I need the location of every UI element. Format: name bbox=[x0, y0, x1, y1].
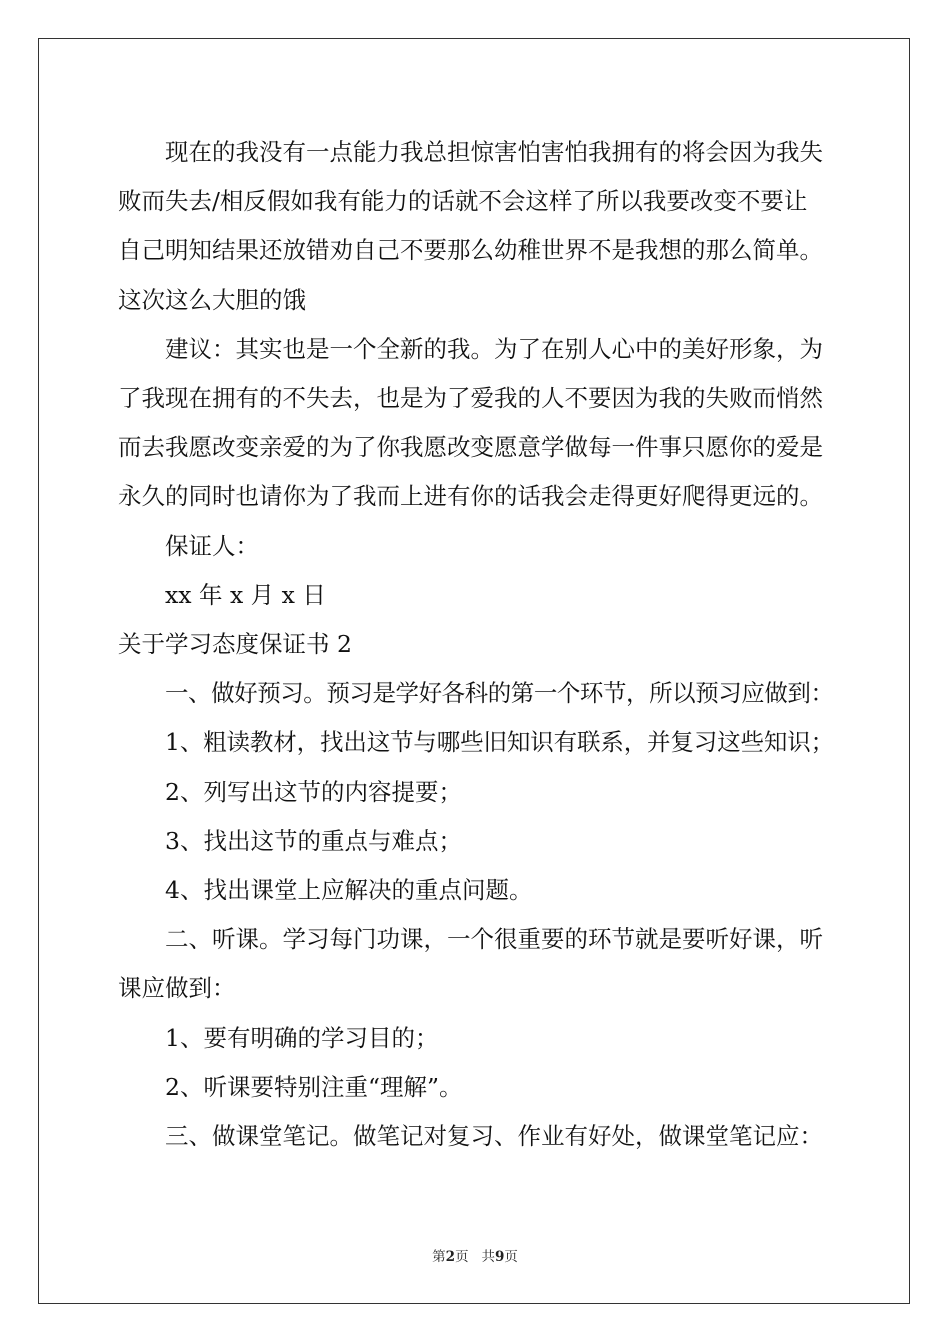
paragraph bbox=[118, 325, 834, 522]
paragraph bbox=[118, 718, 834, 767]
page-total-prefix: 共 bbox=[481, 1249, 495, 1265]
paragraph bbox=[118, 522, 834, 571]
text-line: 2、听课要特别注重“理解”。 bbox=[165, 1072, 463, 1101]
text-line: 现在的我没有一点能力我总担惊害怕害怕我拥有的将会因为我失 bbox=[165, 138, 823, 166]
paragraph bbox=[118, 571, 834, 620]
paragraph bbox=[118, 1063, 834, 1112]
text-line: 课应做到： bbox=[118, 974, 236, 1003]
text-line: 败而失去/相反假如我有能力的话就不会这样了所以我要改变不要让 bbox=[118, 187, 808, 216]
text-line: 三、做课堂笔记。做笔记对复习、作业有好处，做课堂笔记应： bbox=[165, 1122, 823, 1151]
paragraph bbox=[118, 1112, 834, 1161]
text-line: xx 年 x 月 x 日 bbox=[165, 580, 326, 609]
text-line: 永久的同时也请你为了我而上进有你的话我会走得更好爬得更远的。 bbox=[118, 482, 823, 511]
page-number-current: 2 bbox=[445, 1249, 456, 1265]
page-total-suffix: 页 bbox=[504, 1249, 518, 1265]
text-line: 3、找出这节的重点与难点； bbox=[165, 826, 462, 855]
text-line: 而去我愿改变亲爱的为了你我愿改变愿意学做每一件事只愿你的爱是 bbox=[118, 433, 823, 462]
text-line: 4、找出课堂上应解决的重点问题。 bbox=[165, 876, 533, 905]
page-number-prefix: 第 bbox=[432, 1249, 446, 1265]
document-body bbox=[118, 128, 834, 1161]
paragraph bbox=[118, 817, 834, 866]
paragraph bbox=[118, 276, 834, 325]
paragraph bbox=[118, 669, 834, 718]
text-line: 建议：其实也是一个全新的我。为了在别人心中的美好形象，为 bbox=[165, 334, 823, 363]
paragraph bbox=[118, 768, 834, 817]
page-footer bbox=[0, 1245, 950, 1265]
text-line: 二、听课。学习每门功课，一个很重要的环节就是要听好课，听 bbox=[165, 925, 823, 954]
paragraph bbox=[118, 866, 834, 915]
paragraph bbox=[118, 1014, 834, 1063]
paragraph bbox=[118, 128, 834, 276]
text-line: 关于学习态度保证书 2 bbox=[118, 630, 352, 659]
text-line: 了我现在拥有的不失去，也是为了爱我的人不要因为我的失败而悄然 bbox=[118, 384, 823, 413]
text-line: 保证人： bbox=[165, 531, 259, 560]
text-line: 这次这么大胆的饿 bbox=[118, 285, 306, 314]
page-number-suffix: 页 bbox=[455, 1249, 469, 1265]
text-line: 1、要有明确的学习目的； bbox=[165, 1023, 439, 1052]
text-line: 2、列写出这节的内容提要； bbox=[165, 777, 462, 806]
text-line: 一、做好预习。预习是学好各科的第一个环节，所以预习应做到： bbox=[165, 679, 834, 708]
paragraph bbox=[118, 620, 834, 669]
text-line: 1、粗读教材，找出这节与哪些旧知识有联系，并复习这些知识； bbox=[165, 728, 834, 757]
text-line: 自己明知结果还放错劝自己不要那么幼稚世界不是我想的那么简单。 bbox=[118, 236, 823, 265]
page-total: 9 bbox=[494, 1249, 505, 1265]
paragraph bbox=[118, 915, 834, 1013]
